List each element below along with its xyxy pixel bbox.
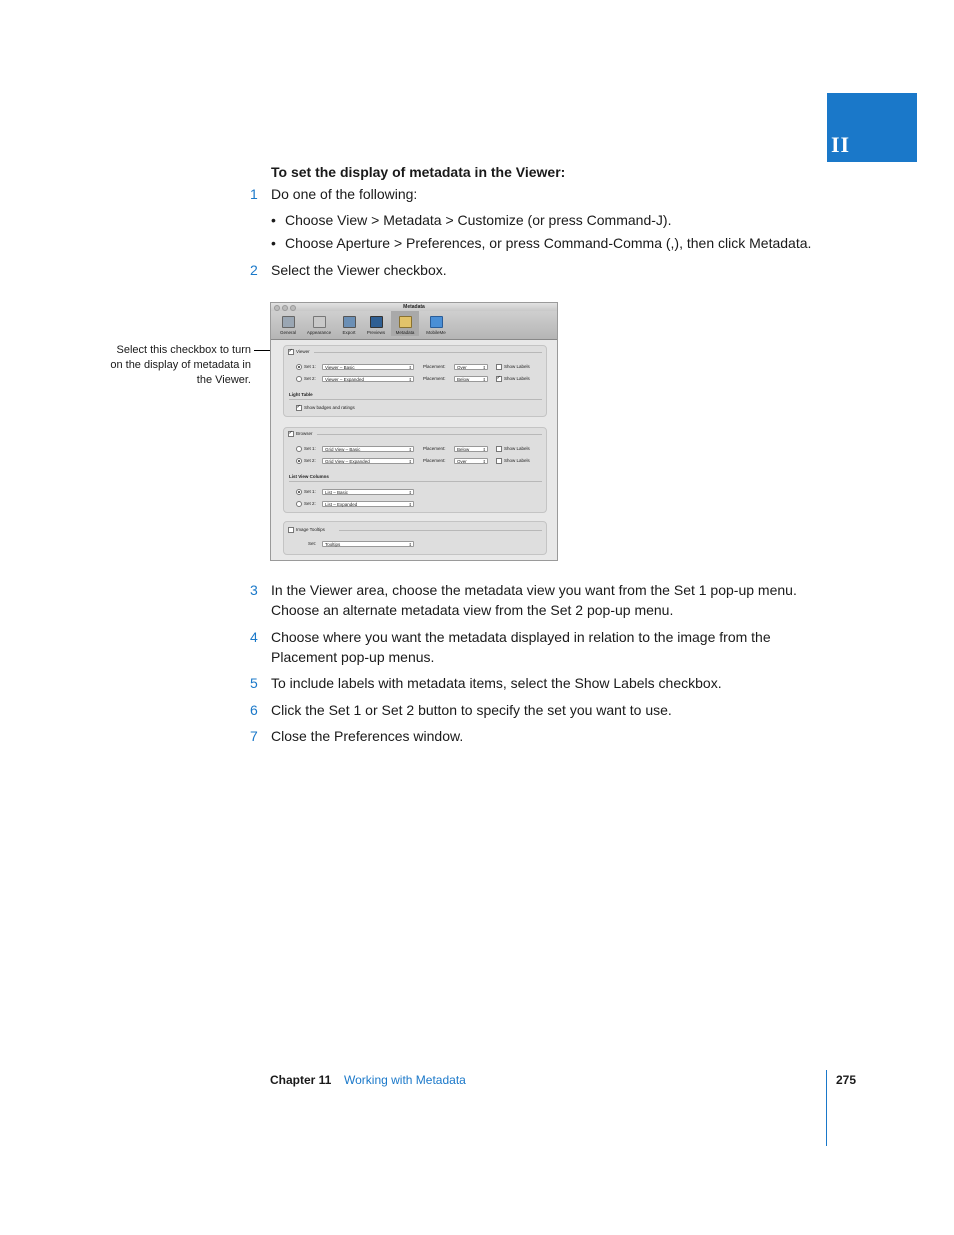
footer-rule: [826, 1070, 827, 1146]
browser-set1-popup[interactable]: Grid View – Basic ⇕: [322, 446, 414, 452]
viewer-show-labels-2[interactable]: ✓ Show Labels: [496, 376, 530, 382]
tool-mobileme[interactable]: MobileMe: [422, 314, 450, 335]
placement-label: Placement:: [423, 376, 446, 381]
viewer-group: [283, 345, 547, 417]
tooltips-checkbox-row[interactable]: Image Tooltips: [288, 527, 325, 533]
show-labels-checkbox[interactable]: [496, 446, 502, 452]
bullet-dot: •: [271, 235, 276, 251]
export-icon: [343, 316, 356, 328]
list-set2-radio[interactable]: [296, 501, 302, 507]
step-text: Close the Preferences window.: [271, 728, 464, 744]
part-number: II: [831, 132, 851, 157]
general-icon: [282, 316, 295, 328]
step-text: In the Viewer area, choose the metadata view you want from the Set 1 pop-up menu. Choose an alternate metadata view from the Set 2 pop-up menu.: [271, 582, 797, 618]
step-number: 6: [250, 702, 258, 718]
browser-set1-row[interactable]: Set 1:: [296, 446, 316, 452]
separator: [289, 399, 542, 400]
tool-appearance[interactable]: Appearance: [305, 314, 333, 335]
placement-label: Placement:: [423, 364, 446, 369]
browser-checkbox[interactable]: [288, 431, 294, 437]
step-text: Choose where you want the metadata displayed in relation to the image from the Placement pop-up menus.: [271, 629, 771, 665]
browser-set2-popup[interactable]: Grid View – Expanded ⇕: [322, 458, 414, 464]
list-set2-row[interactable]: Set 2:: [296, 501, 316, 507]
preferences-toolbar: [271, 311, 557, 340]
step-number: 3: [250, 582, 258, 598]
step-number: 2: [250, 262, 258, 278]
footer-chapter-title[interactable]: Working with Metadata: [344, 1073, 466, 1087]
list-set1-row[interactable]: Set 1:: [296, 489, 316, 495]
show-badges-row[interactable]: ✓Show badges and ratings: [296, 405, 355, 411]
viewer-checkbox[interactable]: [288, 349, 294, 355]
tooltips-group: [283, 521, 547, 555]
tool-general[interactable]: General: [274, 314, 302, 335]
tool-metadata[interactable]: Metadata: [391, 311, 419, 336]
tooltips-set-label: Set:: [308, 541, 317, 546]
window-title: Metadata: [403, 304, 425, 310]
viewer-placement2-popup[interactable]: Below ⇕: [454, 376, 488, 382]
separator: [339, 530, 542, 531]
browser-set2-row[interactable]: Set 2:: [296, 458, 316, 464]
tool-export[interactable]: Export: [335, 314, 363, 335]
step-text: Do one of the following:: [271, 186, 418, 202]
step-number: 1: [250, 186, 258, 202]
step-text: Select the Viewer checkbox.: [271, 262, 447, 278]
list-set1-popup[interactable]: List – Basic ⇕: [322, 489, 414, 495]
browser-set2-radio[interactable]: [296, 458, 302, 464]
show-labels-checkbox[interactable]: [496, 376, 502, 382]
tooltips-checkbox[interactable]: [288, 527, 294, 533]
viewer-checkbox-row[interactable]: ✓Viewer: [288, 349, 310, 355]
appearance-icon: [313, 316, 326, 328]
page-number: 275: [836, 1073, 857, 1087]
viewer-show-labels-1[interactable]: Show Labels: [496, 364, 530, 370]
bullet-text: Choose View > Metadata > Customize (or press Command-J).: [285, 212, 672, 228]
list-view-columns-label: List View Columns: [289, 474, 329, 479]
tool-previews[interactable]: Previews: [362, 314, 390, 335]
show-badges-checkbox[interactable]: [296, 405, 302, 411]
separator: [314, 352, 542, 353]
part-tab: [827, 93, 917, 162]
browser-placement2-popup[interactable]: Over ⇕: [454, 458, 488, 464]
metadata-icon: [399, 316, 412, 328]
separator: [317, 434, 542, 435]
viewer-set1-popup[interactable]: Viewer – Basic ⇕: [322, 364, 414, 370]
list-set1-radio[interactable]: [296, 489, 302, 495]
viewer-set2-row[interactable]: Set 2:: [296, 376, 316, 382]
step-text: To include labels with metadata items, select the Show Labels checkbox.: [271, 675, 722, 691]
light-table-label: Light Table: [289, 392, 313, 397]
browser-group: [283, 427, 547, 513]
window-titlebar: [271, 303, 557, 311]
browser-show-labels-1[interactable]: Show Labels: [496, 446, 530, 452]
step-number: 4: [250, 629, 258, 645]
browser-set1-radio[interactable]: [296, 446, 302, 452]
tooltips-set-popup[interactable]: Tooltips ⇕: [322, 541, 414, 547]
browser-show-labels-2[interactable]: Show Labels: [496, 458, 530, 464]
viewer-set2-radio[interactable]: [296, 376, 302, 382]
placement-label: Placement:: [423, 458, 446, 463]
step-number: 7: [250, 728, 258, 744]
viewer-placement1-popup[interactable]: Over ⇕: [454, 364, 488, 370]
step-text: Click the Set 1 or Set 2 button to specify the set you want to use.: [271, 702, 672, 718]
footer-chapter: Chapter 11: [270, 1073, 332, 1087]
callout-text: Select this checkbox to turn on the display of metadata in the Viewer.: [110, 344, 251, 386]
viewer-set2-popup[interactable]: Viewer – Expanded ⇕: [322, 376, 414, 382]
browser-placement1-popup[interactable]: Below ⇕: [454, 446, 488, 452]
show-labels-checkbox[interactable]: [496, 364, 502, 370]
placement-label: Placement:: [423, 446, 446, 451]
previews-icon: [370, 316, 383, 328]
bullet-text: Choose Aperture > Preferences, or press Command-Comma (,), then click Metadata.: [285, 235, 812, 251]
bullet-dot: •: [271, 212, 276, 228]
list-set2-popup[interactable]: List – Expanded ⇕: [322, 501, 414, 507]
viewer-set1-row[interactable]: Set 1:: [296, 364, 316, 370]
separator: [289, 481, 542, 482]
procedure-heading: To set the display of metadata in the Viewer:: [271, 164, 566, 180]
metadata-preferences-window: [270, 302, 558, 561]
viewer-set1-radio[interactable]: [296, 364, 302, 370]
step-number: 5: [250, 675, 258, 691]
mobileme-icon: [430, 316, 443, 328]
show-labels-checkbox[interactable]: [496, 458, 502, 464]
browser-checkbox-row[interactable]: ✓Browser: [288, 431, 313, 437]
